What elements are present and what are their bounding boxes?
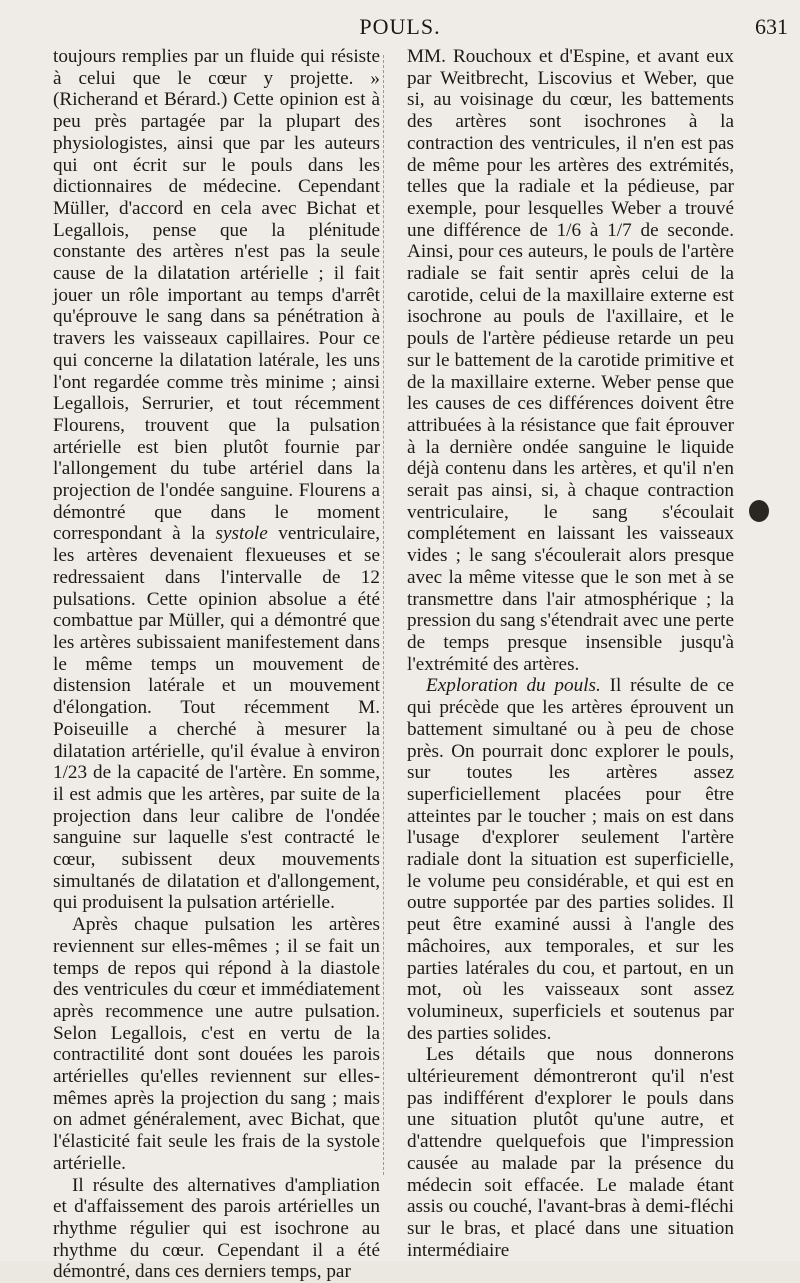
left-paragraph-1-text: toujours remplies par un fluide qui résiste à celui que le cœur y projette. » (Richerand et Bérard.) Cette opinion est à peu près partagée par la plupart des physiologistes, ainsi que par les auteurs qui ont écrit sur le pouls dans les dictionnaires de médecine. Cependant Müller, d'accord en cela avec Bichat et Legallois, pense que la plénitude constante des artères n'est pas la seule cause de la dilatation artérielle ; il fait jouer un rôle important au temps d'arrêt qu'éprouve le sang dans sa pénétration à travers les vaisseaux capillaires. Pour ce qui concerne la dilatation latérale, les uns l'ont regardée comme très minime ; ainsi Legallois, Serrurier, et tout récemment Flourens, trouvent que la pulsation artérielle est bien plutôt fournie par l'allongement du tube artériel dans la projection de l'ondée sanguine. Flourens a démontré que dans le moment correspondant à la: [53, 46, 380, 545]
left-paragraph-1: [53, 46, 380, 914]
section-heading-italic: Exploration du pouls.: [426, 675, 601, 697]
column-divider: [383, 55, 384, 1175]
right-paragraph-2-text: Il résulte de ce qui précède que les artères éprouvent un battement simultané ou à peu de chose près. On pourrait donc explorer le pouls, sur toutes les artères assez superficiellement placées pour être atteintes par le toucher ; mais on est dans l'usage d'explorer seulement l'artère radiale dont la situation est superficielle, le volume peu considérable, et qui est en outre supportée par des parties solides. Il peut être examiné aussi à l'angle des mâchoires, aux temporales, et sur les parties latérales du cou, et partout, en un mot, où les vaisseaux sont assez volumineux, superficiels et soutenus par des parties solides.: [407, 675, 734, 1044]
running-title: POULS.: [359, 14, 441, 39]
right-paragraph-1: MM. Rouchoux et d'Espine, et avant eux par Weitbrecht, Liscovius et Weber, que si, au voisinage du cœur, les battements des artères sont isochrones à la contraction des ventricules, il n'en est pas de même pour les artères des extrémités, telles que la radiale et la pédieuse, par exemple, pour lesquelles Weber a trouvé une différence de 1/6 à 1/7 de seconde. Ainsi, pour ces auteurs, le pouls de l'artère radiale se fait sentir après celui de la carotide, celui de la maxillaire externe est isochrone au pouls de l'axillaire, et le pouls de l'artère pédieuse retarde un peu sur le battement de la carotide primitive et de la maxillaire externe. Weber pense que les causes de ces différences doivent être attribuées à la résistance que fait éprouver à la dernière ondée sanguine le liquide déjà contenu dans les artères, et qu'il n'en serait pas ainsi, si, à chaque contraction ventriculaire, le sang s'écoulait complétement en laissant les vaisseaux vides ; le sang s'écoulerait alors presque avec la même vitesse que le son met à se transmettre dans l'air atmosphérique ; la pression du sang s'étendrait avec une perte de temps presque insensible jusqu'à l'extrémité des artères.: [407, 46, 734, 675]
left-paragraph-1-rest: ventriculaire, les artères devenaient flexueuses et se redressaient dans l'intervalle de 12 pulsations. Cette opinion absolue a été combattue par Müller, qui a démontré que les artères subissaient manifestement dans le même temps un mouvement de distension latérale et un mouvement d'élongation. Tout récemment M. Poiseuille a cherché à mesurer la dilatation artérielle, qu'il évalue à environ 1/23 de la capacité de l'artère. En somme, il est admis que les artères, par suite de la projection dans leur calibre de l'ondée sanguine sur laquelle s'est contracté le cœur, subissent deux mouvements simultanés de dilatation et d'allongement, qui produisent la pulsation artérielle.: [53, 523, 381, 914]
right-paragraph-2: [407, 675, 734, 1044]
ink-stain: [749, 500, 769, 522]
page-number: 631: [755, 14, 788, 39]
right-paragraph-3: Les détails que nous donnerons ultérieurement démontreront qu'il n'est pas indifférent d'explorer le pouls dans une situation plutôt qu'une autre, et d'attendre quelquefois que l'impression causée au malade par la présence du médecin soit effacée. Le malade étant assis ou couché, l'avant-bras à demi-fléchi sur le bras, et placé dans une situation intermédiaire: [407, 1044, 734, 1261]
left-column: [53, 46, 380, 1283]
left-paragraph-3: Il résulte des alternatives d'ampliation et d'affaissement des parois artérielles un rhythme régulier qui est isochrone au rhythme du cœur. Cependant il a été démontré, dans ces derniers temps, par: [53, 1174, 380, 1283]
left-paragraph-2: Après chaque pulsation les artères reviennent sur elles-mêmes ; il se fait un temps de repos qui répond à la diastole des ventricules du cœur et immédiatement après recommence une autre pulsation. Selon Legallois, c'est en vertu de la contractilité dont sont douées les parois artérielles qu'elles reviennent sur elles-mêmes après la projection du sang ; mais on admet généralement, avec Bichat, que l'élasticité fait seule les frais de la systole artérielle.: [53, 914, 380, 1174]
right-column: [407, 46, 734, 1261]
systole-italic: systole: [215, 523, 268, 545]
page-header: [0, 14, 800, 44]
